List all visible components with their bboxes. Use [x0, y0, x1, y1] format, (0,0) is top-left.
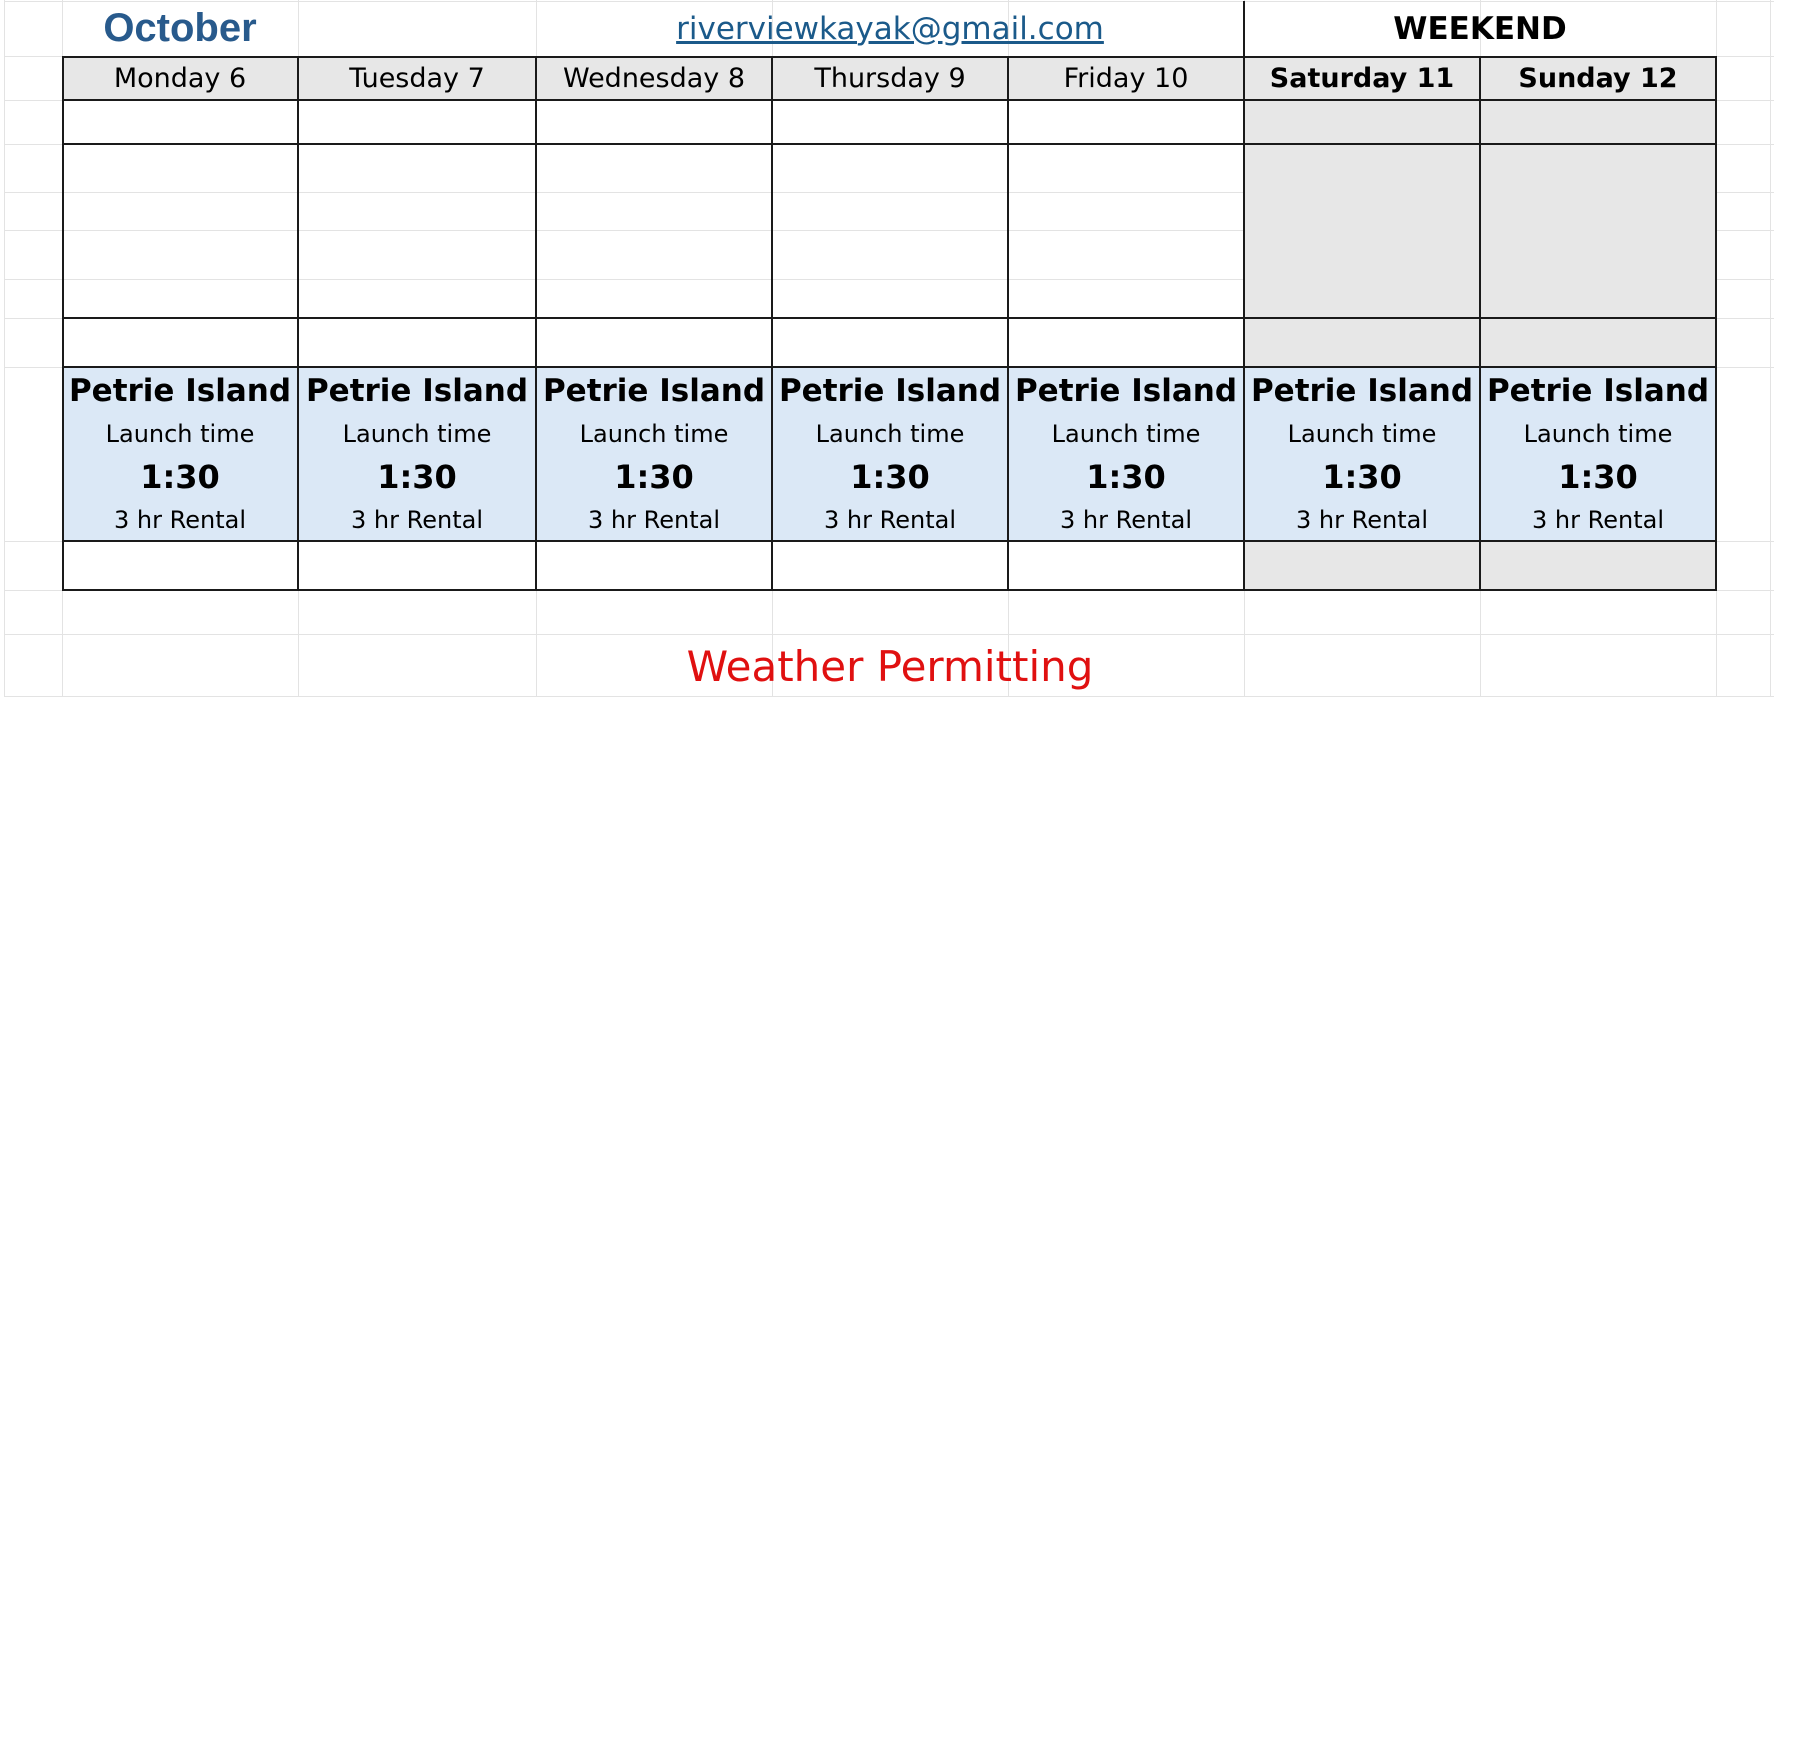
day-header-sunday: Sunday 12	[1480, 56, 1716, 100]
event-rental: 3 hr Rental	[1060, 506, 1192, 534]
event-rental: 3 hr Rental	[1296, 506, 1428, 534]
day-header-saturday: Saturday 11	[1244, 56, 1480, 100]
event-location: Petrie Island	[1250, 373, 1474, 409]
day-header-monday: Monday 6	[62, 56, 298, 100]
event-rental: 3 hr Rental	[824, 506, 956, 534]
event-time: 1:30	[140, 458, 220, 496]
event-launch-label: Launch time	[1287, 420, 1437, 448]
event-location: Petrie Island	[68, 373, 292, 409]
calendar-borders	[0, 0, 1809, 700]
event-time: 1:30	[850, 458, 930, 496]
event-rental: 3 hr Rental	[588, 506, 720, 534]
event-time: 1:30	[377, 458, 457, 496]
event-time: 1:30	[1086, 458, 1166, 496]
event-time: 1:30	[1558, 458, 1638, 496]
event-rental: 3 hr Rental	[114, 506, 246, 534]
event-launch-label: Launch time	[342, 420, 492, 448]
day-header-thursday: Thursday 9	[772, 56, 1008, 100]
event-location: Petrie Island	[305, 373, 529, 409]
event-launch-label: Launch time	[1523, 420, 1673, 448]
event-launch-label: Launch time	[815, 420, 965, 448]
event-time: 1:30	[1322, 458, 1402, 496]
event-time: 1:30	[614, 458, 694, 496]
event-rental: 3 hr Rental	[351, 506, 483, 534]
day-header-wednesday: Wednesday 8	[536, 56, 772, 100]
event-launch-label: Launch time	[579, 420, 729, 448]
month-title: October	[103, 6, 257, 50]
event-location: Petrie Island	[1486, 373, 1710, 409]
event-location: Petrie Island	[542, 373, 766, 409]
email-link[interactable]: riverviewkayak@gmail.com	[676, 10, 1104, 47]
event-rental: 3 hr Rental	[1532, 506, 1664, 534]
event-location: Petrie Island	[778, 373, 1002, 409]
day-header-tuesday: Tuesday 7	[298, 56, 536, 100]
weather-note: Weather Permitting	[686, 642, 1094, 691]
weekend-label: WEEKEND	[1393, 10, 1567, 47]
event-launch-label: Launch time	[105, 420, 255, 448]
event-launch-label: Launch time	[1051, 420, 1201, 448]
day-header-friday: Friday 10	[1008, 56, 1244, 100]
event-location: Petrie Island	[1014, 373, 1238, 409]
